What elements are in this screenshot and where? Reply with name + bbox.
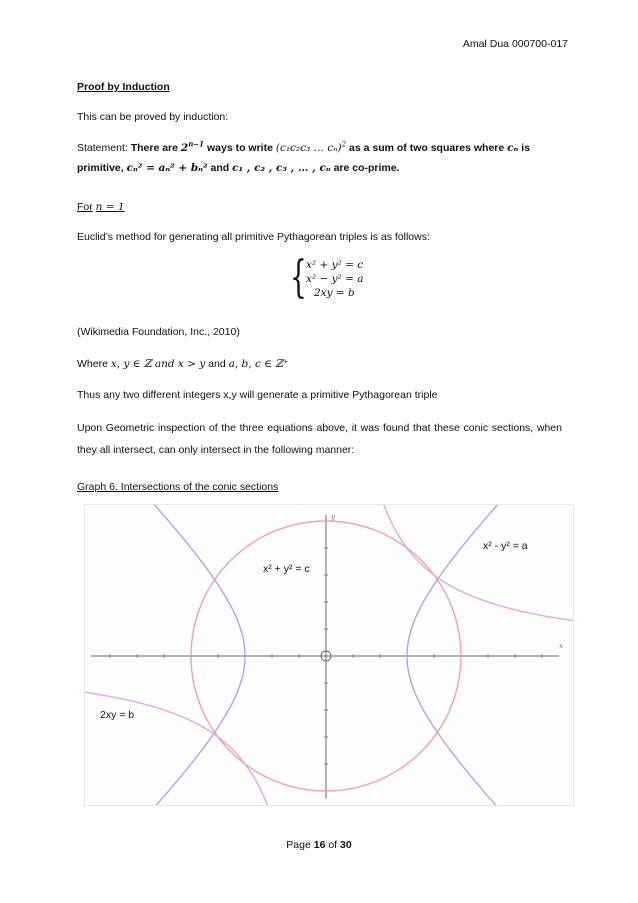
statement-label: Statement:: [77, 142, 128, 154]
conic-sections-graph: [84, 504, 574, 806]
statement-part1: There are: [130, 142, 178, 154]
footer-of: of: [328, 839, 338, 851]
equation-circle: x² + y² = c: [306, 259, 364, 271]
statement-part2: ways to write: [206, 142, 273, 154]
equation-hyperbola: x² − y² = a: [306, 273, 364, 285]
label-hyperbola: x² - y² = a: [483, 540, 528, 552]
statement-line-2: [77, 160, 562, 176]
page-header-author: Amal Dua 000700-017: [462, 38, 568, 50]
system-equations: [306, 258, 363, 300]
where-label: Where: [77, 358, 108, 370]
statement-line2-c: are co-prime.: [333, 162, 400, 175]
xy-curve-first-quadrant: [361, 505, 573, 623]
geometric-text: Upon Geometric inspection of the three equations above, it was found that these conic sections, when they all intersect, can only intersect in the following manner:: [77, 422, 562, 456]
exponent-expression: [180, 139, 205, 154]
graph-axes: [91, 515, 559, 799]
product-sup: 2: [341, 140, 347, 149]
intro-text: This can be proved by induction:: [77, 111, 229, 123]
x-axis-label: x: [559, 642, 563, 650]
cn-symbol: cₙ: [507, 142, 519, 154]
xy-curve-third-quadrant: [85, 689, 291, 805]
statement-line2-a: primitive,: [77, 162, 124, 175]
hyperbola-left-branch: [85, 505, 245, 805]
statement-part4: is: [521, 142, 531, 154]
equation-xy: 2xy = b: [314, 287, 355, 299]
footer-prefix: Page: [286, 839, 311, 851]
statement-part3: as a sum of two squares where: [349, 142, 505, 154]
euclid-text: Euclid’s method for generating all primitive Pythagorean triples is as follows:: [77, 231, 430, 243]
where-mid: and: [208, 358, 226, 370]
where-cond2: a, b, c ∈ ℤ⁺: [228, 358, 289, 370]
statement-paragraph: [77, 140, 562, 177]
statement-line-1: [77, 140, 562, 156]
page-footer: [0, 839, 638, 851]
coprime-list: c₁ , c₂ , c₃ , … , cₙ: [232, 162, 331, 175]
footer-current-page: 16: [313, 839, 326, 851]
y-axis-label: y: [331, 513, 335, 521]
footer-total-pages: 30: [340, 839, 352, 851]
label-circle: x² + y² = c: [263, 563, 310, 575]
system-brace: {: [290, 252, 307, 303]
for-n-label: For: [77, 201, 93, 213]
exp-base: 2: [180, 142, 189, 154]
thus-text: Thus any two different integers x,y will generate a primitive Pythagorean triple: [77, 389, 438, 401]
for-n-line: [77, 199, 562, 215]
statement-line2-b: and: [210, 162, 230, 175]
for-n-expr: n = 1: [95, 201, 125, 213]
graph-caption: Graph 6. Intersections of the conic sections: [77, 481, 279, 493]
exp-power: n−1: [188, 139, 205, 149]
product-expr: (c₁c₂c₃ … cₙ): [275, 142, 342, 154]
product-expression: [276, 142, 346, 154]
pythagorean-relation: cₙ² = aₙ² + bₙ²: [126, 162, 208, 175]
where-line: [77, 356, 562, 372]
citation: (Wikimedia Foundation, Inc., 2010): [77, 326, 240, 338]
section-heading: Proof by Induction: [77, 81, 170, 93]
where-cond1: x, y ∈ ℤ and x > y: [110, 358, 206, 370]
label-xy: 2xy = b: [100, 709, 135, 721]
